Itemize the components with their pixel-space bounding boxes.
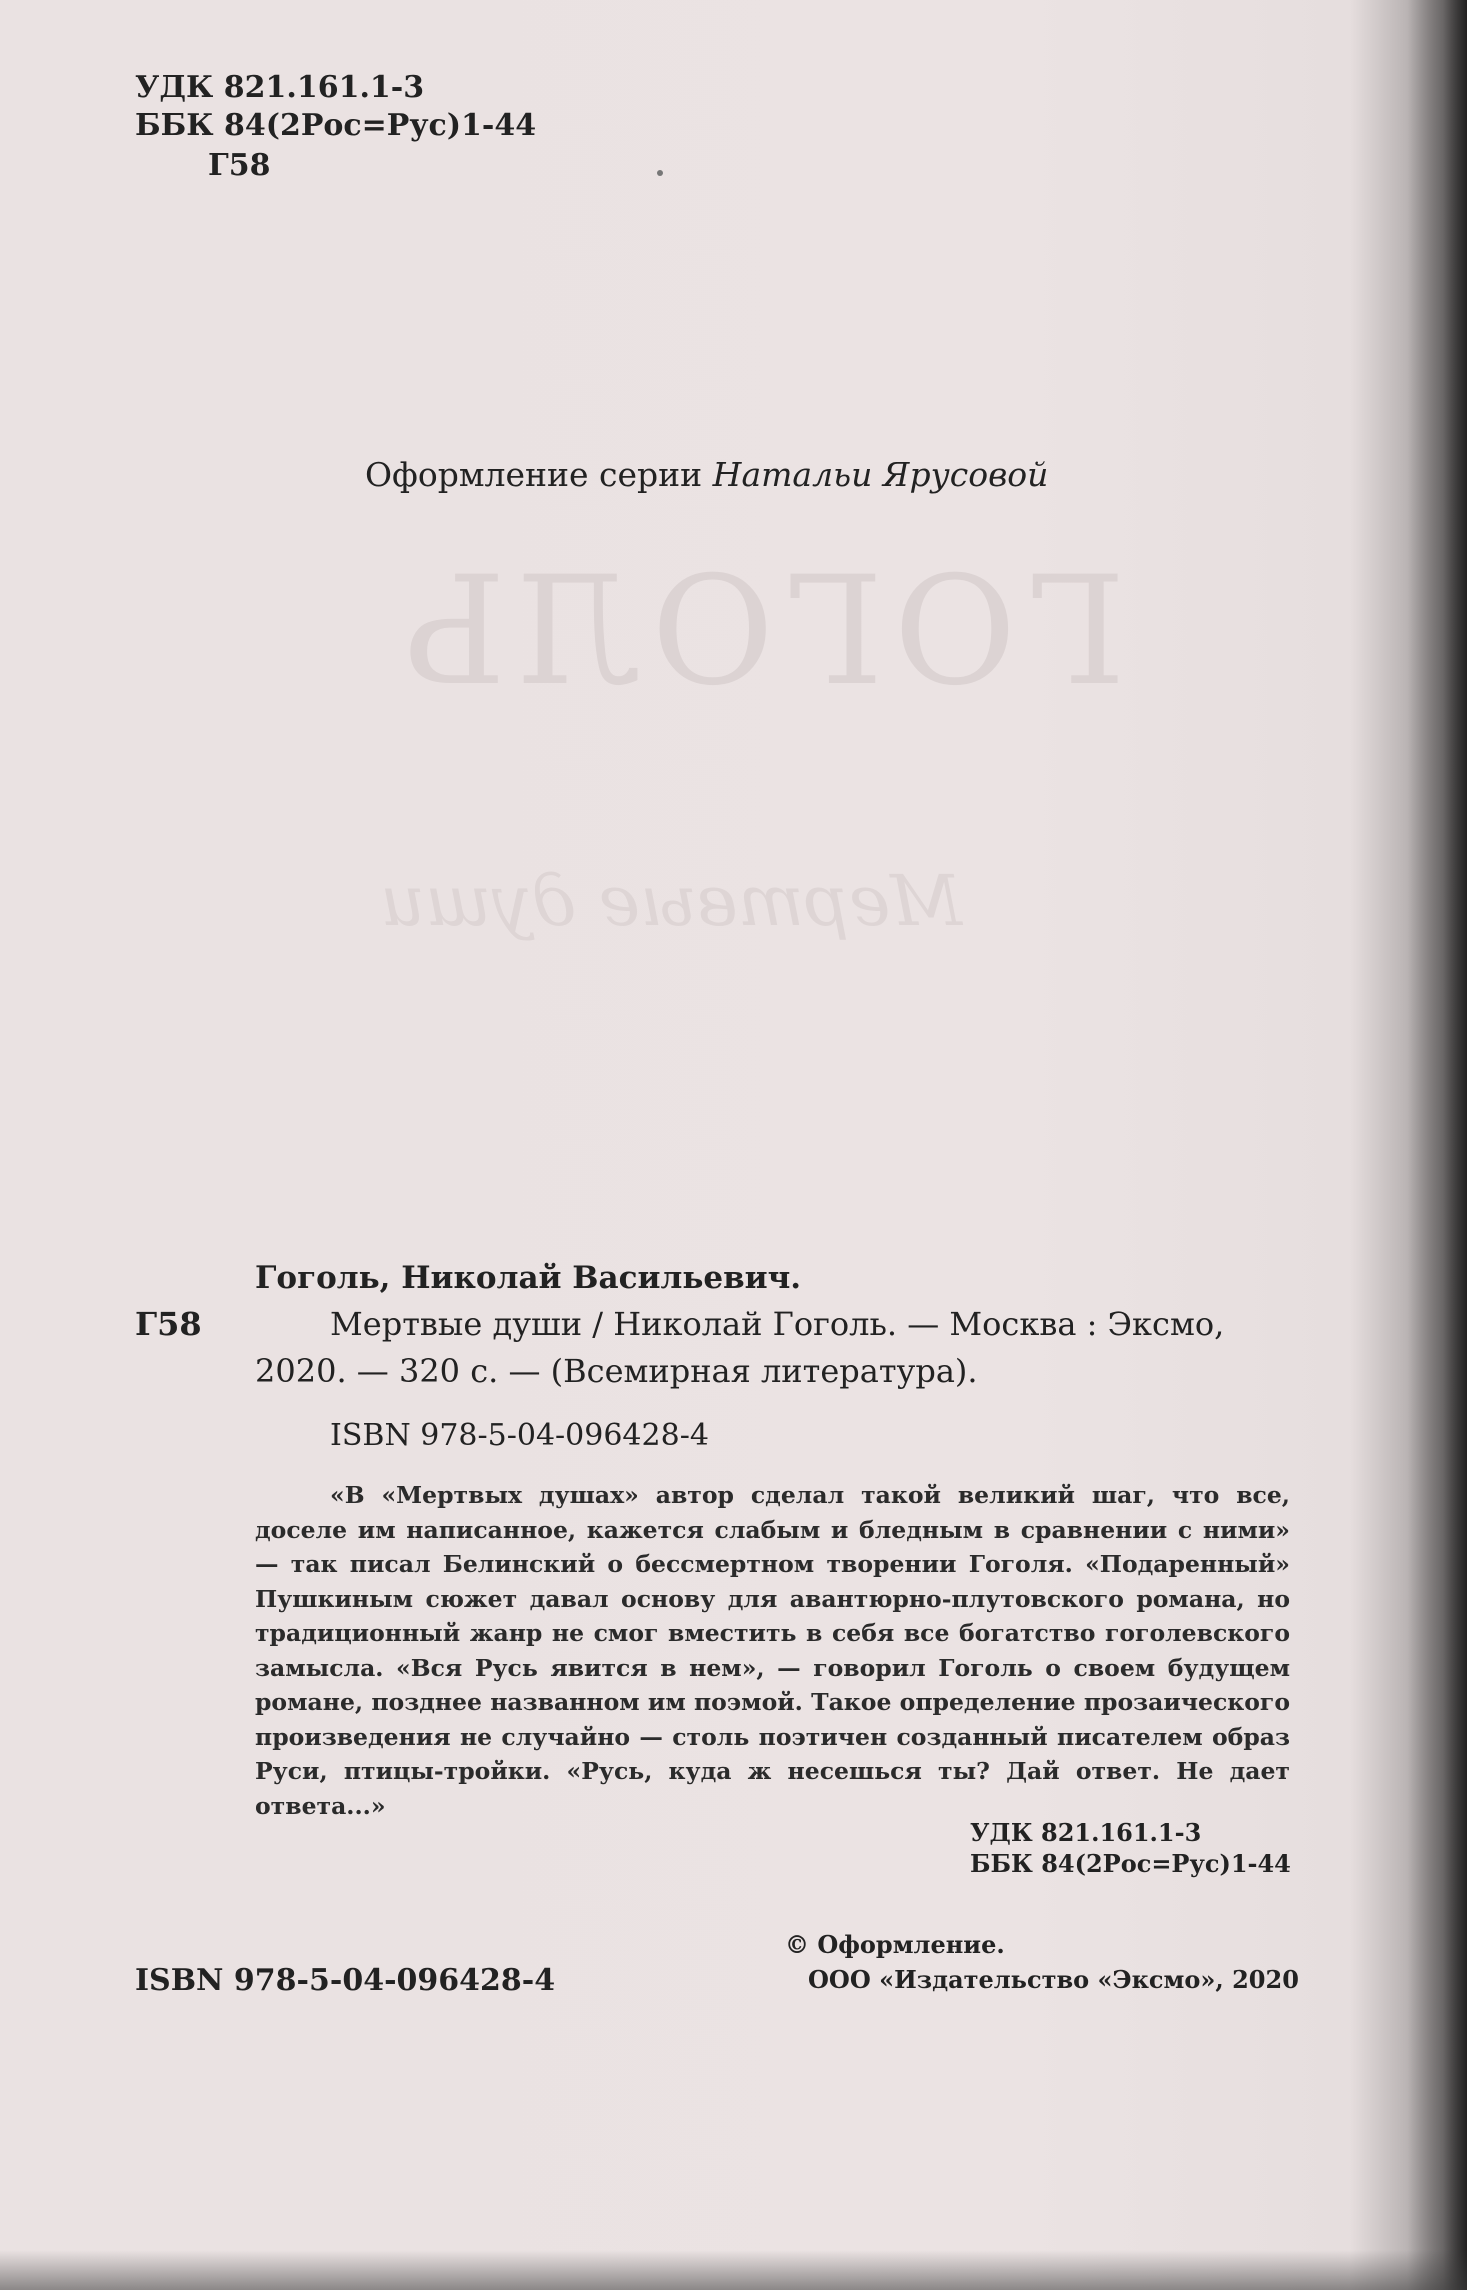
show-through-subtitle: Мертвые души [380,860,963,942]
bib-isbn: ISBN 978-5-04-096428-4 [330,1418,709,1453]
page-bottom-shadow [0,2250,1467,2290]
bib-title-line: Мертвые души / Николай Гоголь. — Москва : Эксмо, [330,1305,1225,1343]
isbn-bottom: ISBN 978-5-04-096428-4 [135,1963,556,1998]
udk-code: УДК 821.161.1-3 [135,70,425,105]
annotation-text: «В «Мертвых душах» автор сделал такой великий шаг, что все, доселе им написанное, кажется слабым и бледным в сравнении с ними» — так писал Белинский о бессмертном творении Гоголя. «Подаренный» Пушкиным сюжет давал основу для авантюрно-плутовского романа, но традиционный жанр не смог вместить в себя все богатство гоголевского замысла. «Вся Русь явится в нем», — говорил Гоголь о своем будущем романе, позднее названном им поэмой. Такое определение прозаического произведения не случайно — столь поэтичен созданный писателем образ Руси, птицы-тройки. «Русь, куда ж несешься ты? Дай ответ. Не дает ответа...» [255,1481,1290,1820]
footer-udk-code: УДК 821.161.1-3 [970,1818,1202,1847]
bbk-code: ББК 84(2Рос=Рус)1-44 [135,108,537,143]
series-label: Оформление серии [365,455,703,494]
show-through-title: ГОГОЛЬ [395,545,1126,719]
ink-speck [657,170,663,176]
series-design-credit [365,455,1048,494]
page-edge-shadow [1407,0,1467,2290]
series-designer: Натальи Ярусовой [712,455,1049,494]
copyright-design: © Оформление. [785,1930,1005,1959]
copyright-publisher: ООО «Издательство «Эксмо», 2020 [808,1965,1299,1994]
bib-imprint-line: 2020. — 320 с. — (Всемирная литература). [255,1352,978,1390]
author-mark: Г58 [208,148,271,183]
footer-bbk-code: ББК 84(2Рос=Рус)1-44 [970,1849,1291,1878]
bib-author: Гоголь, Николай Васильевич. [255,1260,802,1296]
bib-author-mark: Г58 [135,1305,202,1343]
